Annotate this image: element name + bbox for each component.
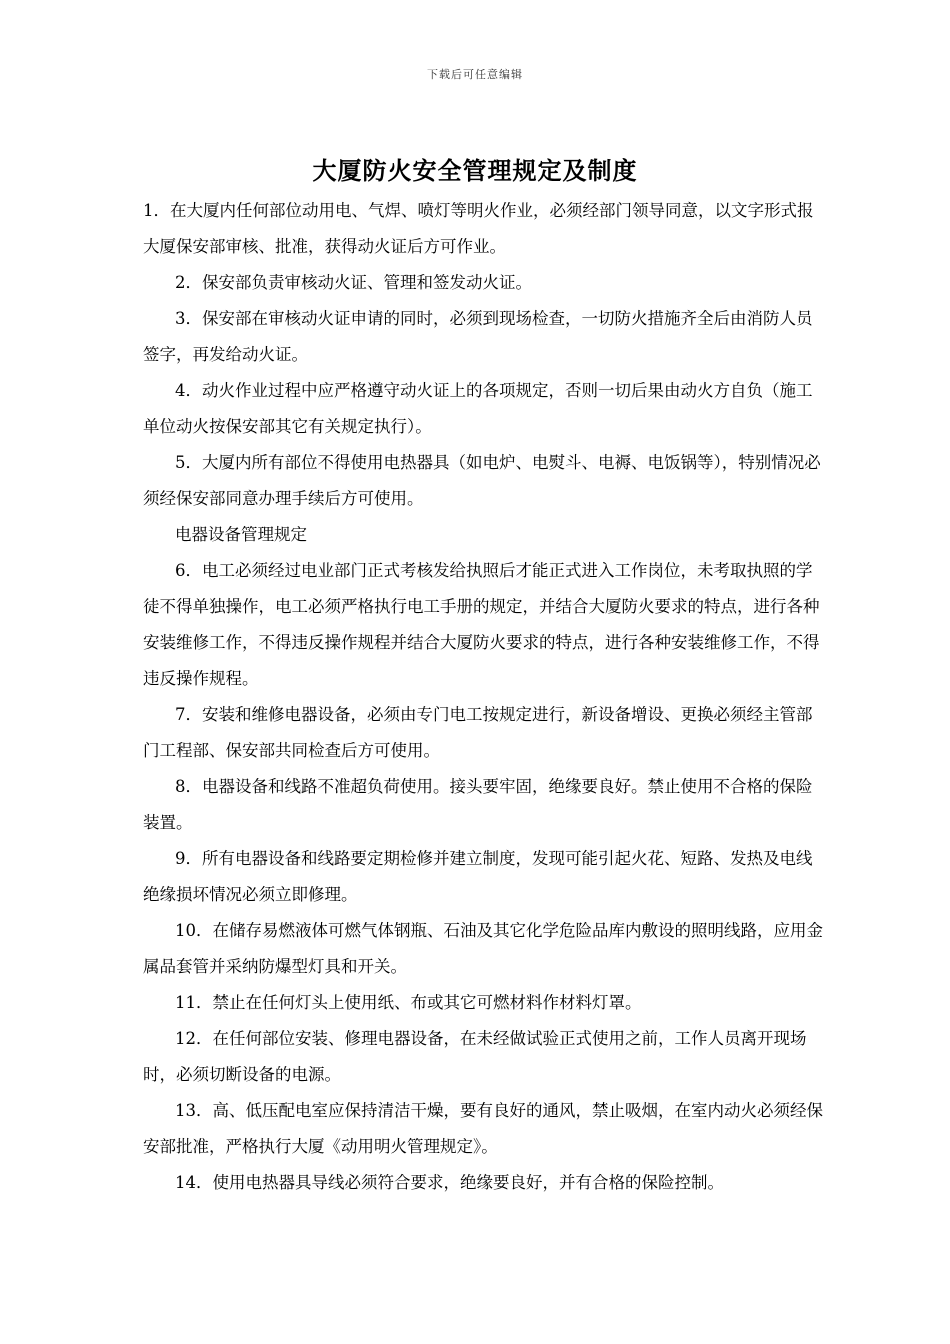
paragraph-14: 14．使用电热器具导线必须符合要求，绝缘要良好，并有合格的保险控制。	[175, 1173, 724, 1192]
paragraph-5: 5．大厦内所有部位不得使用电热器具（如电炉、电熨斗、电褥、电饭锅等），特别情况必须经保安部同意办理手续后方可使用。	[143, 453, 821, 508]
paragraph-8: 8．电器设备和线路不准超负荷使用。接头要牢固，绝缘要良好。禁止使用不合格的保险装置。	[143, 777, 813, 832]
paragraph-12: 12．在任何部位安装、修理电器设备，在未经做试验正式使用之前，工作人员离开现场时，必须切断设备的电源。	[143, 1029, 807, 1084]
paragraph-3: 3．保安部在审核动火证申请的同时，必须到现场检查，一切防火措施齐全后由消防人员签字，再发给动火证。	[143, 309, 813, 364]
paragraph-11: 11．禁止在任何灯头上使用纸、布或其它可燃材料作材料灯罩。	[175, 993, 642, 1012]
paragraph-10: 10．在储存易燃液体可燃气体钢瓶、石油及其它化学危险品库内敷设的照明线路，应用金属品套管并采纳防爆型灯具和开关。	[143, 921, 823, 976]
paragraph-6: 6．电工必须经过电业部门正式考核发给执照后才能正式进入工作岗位，未考取执照的学徒不得单独操作，电工必须严格执行电工手册的规定，并结合大厦防火要求的特点，进行各种安装维修工作，不得违反操作规程并结合大厦防火要求的特点，进行各种安装维修工作，不得违反操作规程。	[143, 561, 820, 688]
header-note: 下载后可任意编辑	[427, 68, 523, 81]
document-title: 大厦防火安全管理规定及制度	[312, 157, 638, 185]
paragraph-1: 1．在大厦内任何部位动用电、气焊、喷灯等明火作业，必须经部门领导同意，以文字形式报大厦保安部审核、批准，获得动火证后方可作业。	[143, 201, 814, 256]
section-heading-electrical: 电器设备管理规定	[175, 525, 307, 544]
paragraph-2: 2．保安部负责审核动火证、管理和签发动火证。	[175, 273, 532, 292]
paragraph-13: 13．高、低压配电室应保持清洁干燥，要有良好的通风，禁止吸烟，在室内动火必须经保安部批准，严格执行大厦《动用明火管理规定》。	[143, 1101, 823, 1156]
paragraph-7: 7．安装和维修电器设备，必须由专门电工按规定进行，新设备增设、更换必须经主管部门工程部、保安部共同检查后方可使用。	[143, 705, 813, 760]
paragraph-9: 9．所有电器设备和线路要定期检修并建立制度，发现可能引起火花、短路、发热及电线绝缘损坏情况必须立即修理。	[143, 849, 813, 904]
document-body	[143, 193, 823, 1201]
paragraph-4: 4．动火作业过程中应严格遵守动火证上的各项规定，否则一切后果由动火方自负（施工单位动火按保安部其它有关规定执行）。	[143, 381, 813, 436]
